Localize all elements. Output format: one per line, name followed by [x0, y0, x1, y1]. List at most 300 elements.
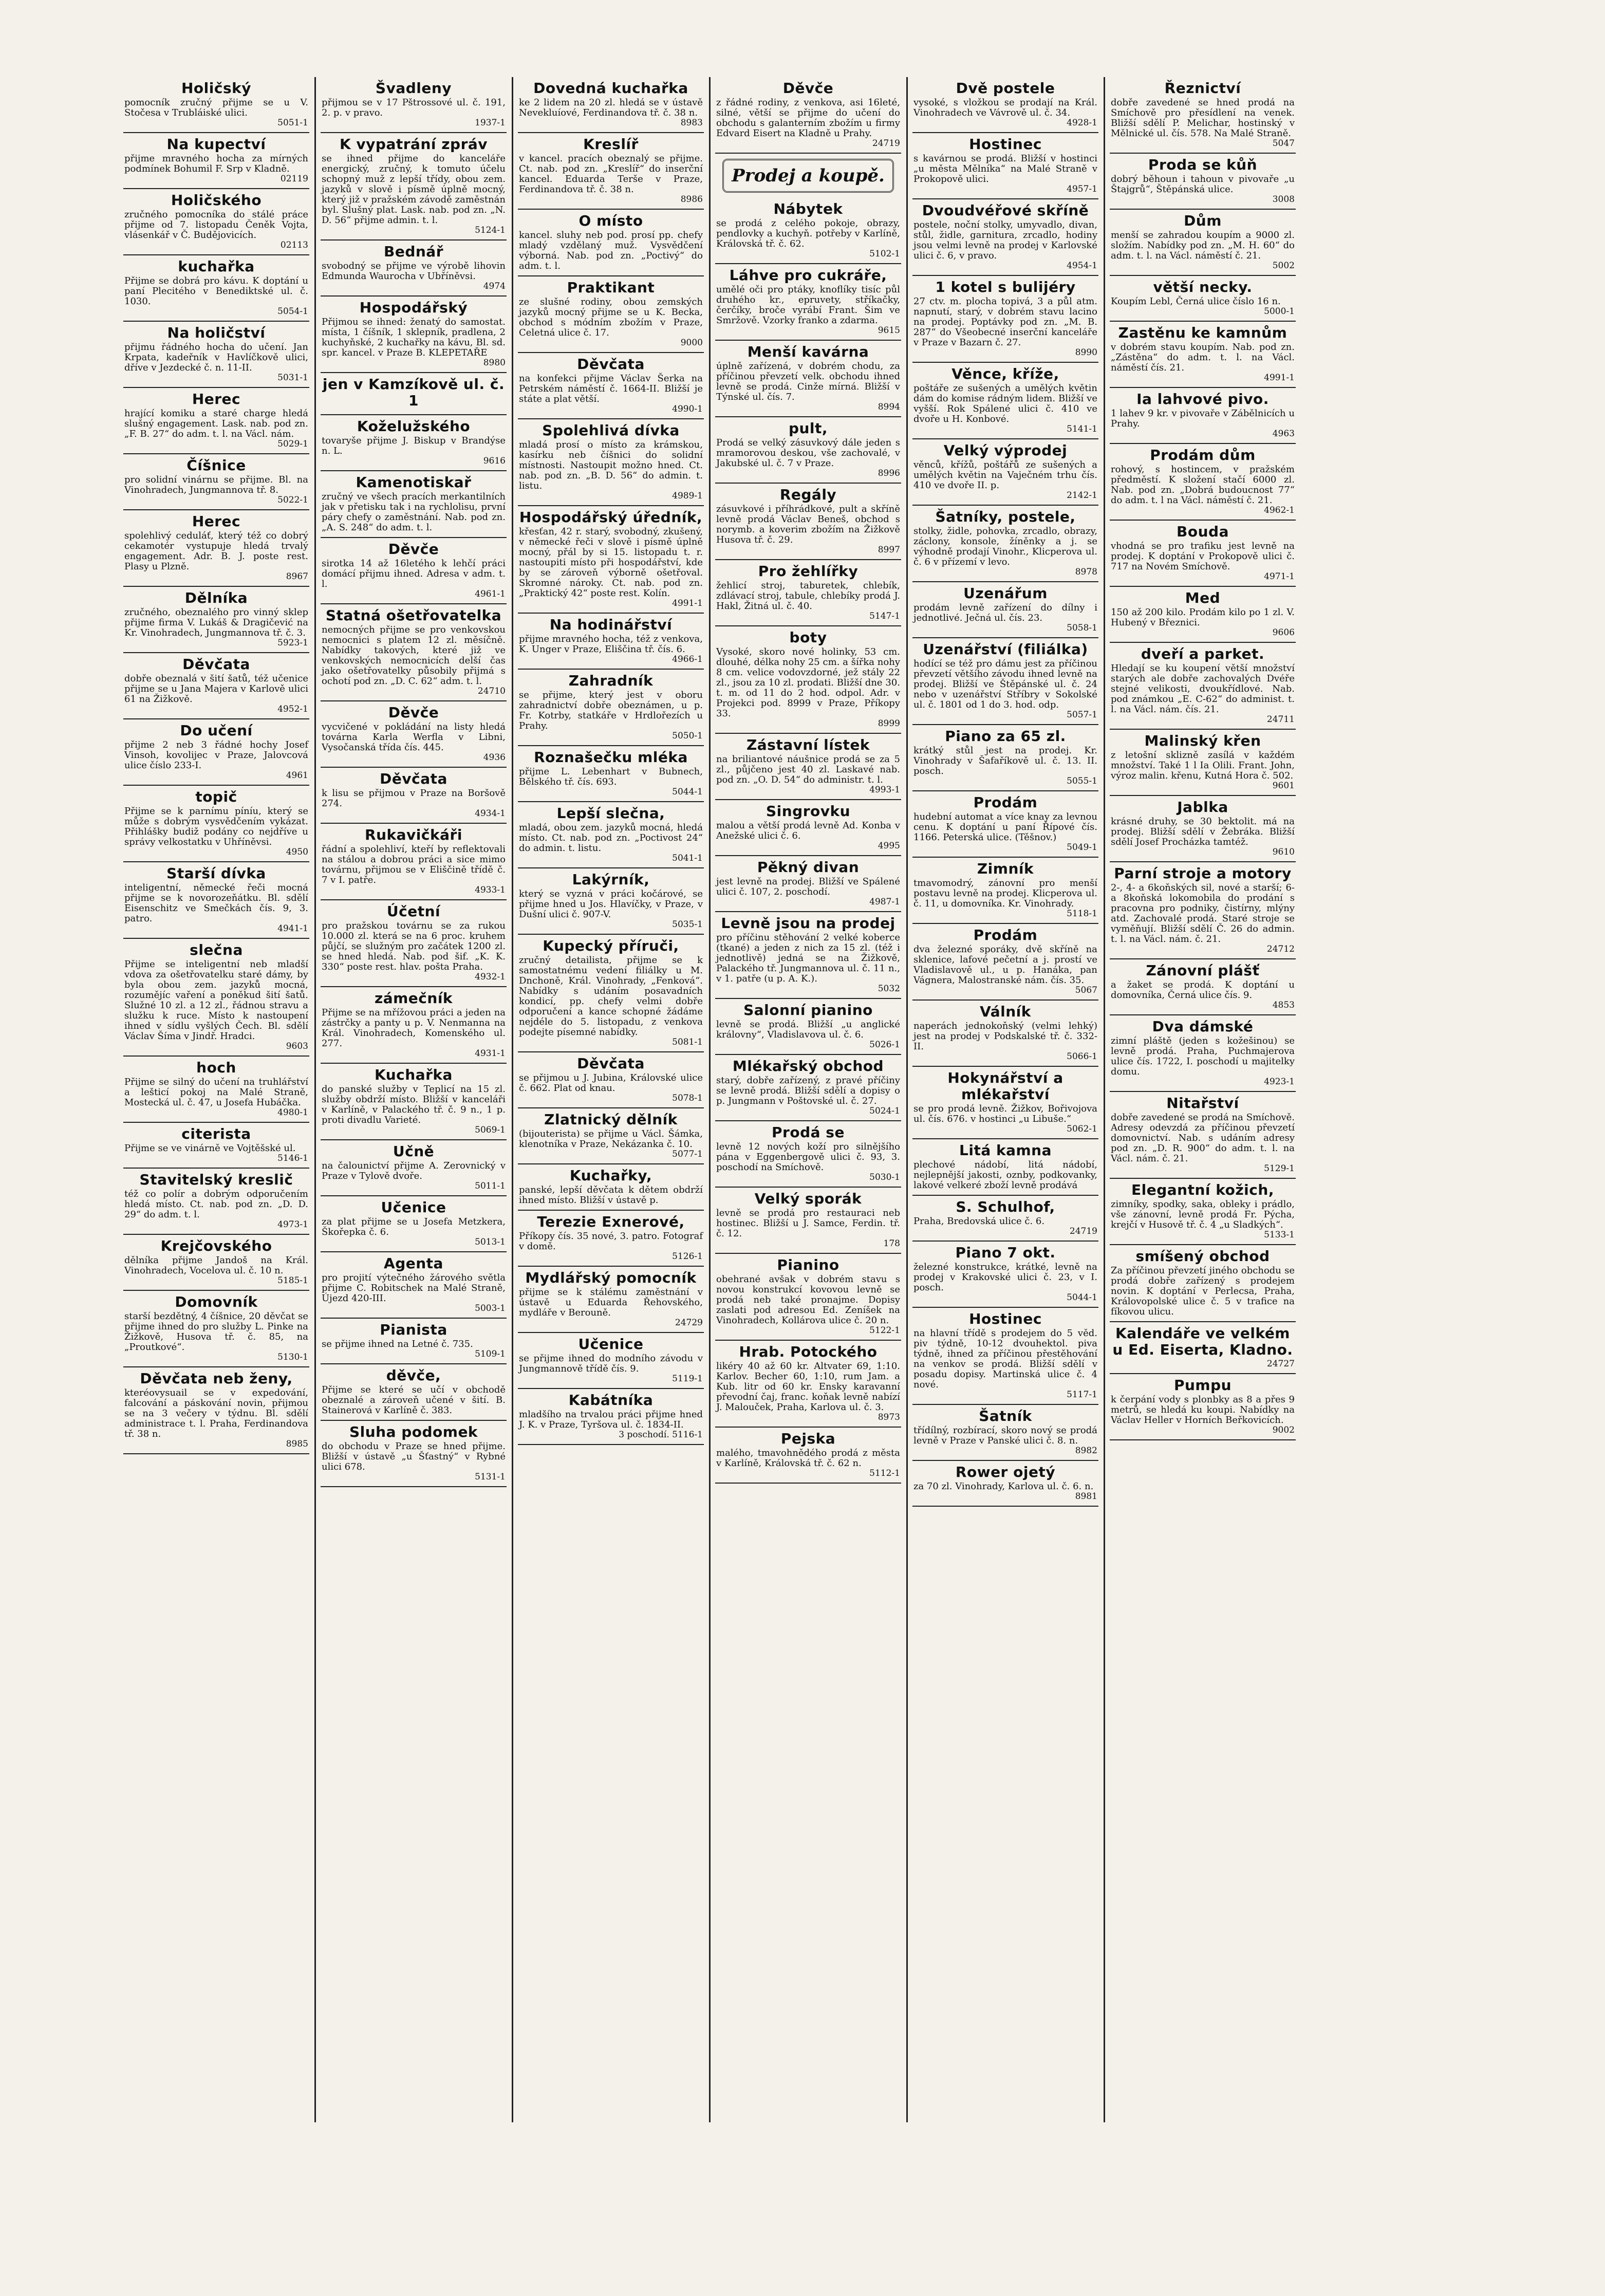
- classified-ad: [123, 1057, 309, 1123]
- classified-ad: [715, 1341, 901, 1428]
- ad-heading: Uzenářství (filiálka): [923, 641, 1088, 658]
- ad-heading: Salonní pianino: [743, 1002, 873, 1019]
- classified-ad: [518, 1052, 704, 1108]
- ad-code: 5118-1: [1067, 909, 1097, 919]
- ad-text: zručného, obeznalého pro vinný sklep přijme firma V. Lukáš & Dragičević na Kr. Vinohradech, Jungmannova tř. č. 3.: [124, 607, 308, 638]
- ad-heading: 1 kotel s bulijéry: [935, 279, 1076, 295]
- classified-ad: [912, 1242, 1098, 1308]
- ad-text: zimníky, spodky, saka, obleky i prádlo, vše zánovní, levně prodá Fr. Pýcha, krejčí v Husově tř. č. 4 „u Sladkých“.: [1111, 1199, 1295, 1230]
- ad-heading: Děvče: [782, 80, 834, 97]
- ad-code: 4934-1: [475, 808, 506, 819]
- ad-code: 5077-1: [672, 1149, 703, 1159]
- ad-text: mladšího na trvalou práci přijme hned J. K. v Praze, Tyršova ul. č. 1834-II.: [519, 1409, 703, 1430]
- ad-heading: Kabátníka: [568, 1392, 654, 1409]
- ad-heading: Kupecký příruči,: [543, 937, 679, 954]
- classified-ad: [123, 133, 309, 189]
- ad-code: 5032: [878, 984, 900, 994]
- ad-text: hodící se též pro dámu jest za příčinou převzetí většího závodu ihned levně na prodej. Bližší ve Štěpánské ul. č. 24 nebo v uzenářství Stříbry v Sokolské ul. č. 1801 od 1 do 3. hod. odp.: [913, 658, 1097, 710]
- ad-heading: Elegantní kožich,: [1131, 1181, 1274, 1198]
- ad-code: 4971-1: [1264, 571, 1295, 582]
- ad-code: 5002: [1272, 261, 1295, 271]
- ad-heading: Pro žehlířky: [758, 563, 859, 580]
- classified-ad: [321, 240, 507, 297]
- ad-heading: Účetní: [386, 903, 441, 920]
- classified-ad: [123, 322, 309, 388]
- ad-code: 24710: [477, 686, 506, 696]
- ad-text: železné konstrukce, krátké, levně na prodej v Krakovské ulici č. 23, v I. posch.: [913, 1262, 1097, 1293]
- ad-text: dobře zavedené se hned prodá na Smíchově pro přesídlení na venek. Bližší sdělí P. Melichar, hostinský v Mělnické ul. čís. 578. Na Malé Straně.: [1111, 97, 1295, 139]
- classified-ad: [912, 1139, 1098, 1196]
- ad-text: k lisu se přijmou v Praze na Boršově 274.: [322, 788, 506, 809]
- ad-text: dobrý běhoun i tahoun v pivovaře „u Štajgrů“, Štěpánská ulice.: [1111, 174, 1295, 195]
- ad-text: likéry 40 až 60 kr. Altvater 69, 1:10. Karlov. Becher 60, 1:10, rum Jam. a Kub. litr od 60 kr. Ensky karavanní převodní čaj, franc. koňak levně nabízí J. Malouček, Praha, Karlova ul. č. 3.: [716, 1361, 900, 1413]
- ad-text: nemocných přijme se pro venkovskou nemocnici s platem 12 zl. měsíčně. Nabídky takových, které již ve venkovských nemocnicích delší čas jako ošetřovatelky působily přijmá s ochotí pod zn. „D. C. 62“ adm. t. l.: [322, 624, 506, 687]
- ad-code: 24719: [1069, 1226, 1097, 1236]
- ad-code: 4966-1: [672, 654, 703, 664]
- classified-ad: [1110, 210, 1296, 276]
- ad-heading: Velký sporák: [754, 1190, 862, 1207]
- ad-text: levně se prodá. Bližší „u anglické královny“, Vladislavova ul. č. 6.: [716, 1019, 900, 1040]
- classified-ad: [1110, 862, 1296, 959]
- ad-heading: Spolehlivá dívka: [542, 422, 680, 439]
- ad-text: s kavárnou se prodá. Bližší v hostinci „u města Mělníka“ na Malé Straně v Prokopově ulici.: [913, 153, 1097, 184]
- ad-code: 24711: [1266, 714, 1295, 725]
- ad-text: tovaryše přijme J. Biskup v Brandýse n. L.: [322, 435, 506, 456]
- ad-heading: Menší kavárna: [747, 343, 869, 360]
- ad-heading: Malinský křen: [1144, 732, 1261, 749]
- ad-text: malou a větší prodá levně Ad. Konba v Anežské ulici č. 6.: [716, 820, 900, 841]
- ad-heading: Děvče: [388, 541, 439, 558]
- classified-ad: [912, 1405, 1098, 1461]
- ad-text: a žaket se prodá. K doptání u domovníka, Černá ulice čís. 9.: [1111, 979, 1295, 1001]
- classified-ad: [321, 1140, 507, 1196]
- classified-ad: [1110, 154, 1296, 210]
- ad-text: malého, tmavohnědého prodá z města v Karlíně, Královská tř. č. 62 n.: [716, 1448, 900, 1469]
- classified-ad: [518, 77, 704, 133]
- classified-ad: [715, 1428, 901, 1484]
- ad-heading: Pianino: [777, 1256, 839, 1273]
- ad-text: jest levně na prodej. Bližší ve Spálené ulici č. 107, 2. poschodí.: [716, 876, 900, 897]
- ad-code: 4963: [1272, 429, 1295, 439]
- ad-text: se přijme ihned na Letné č. 735.: [322, 1339, 473, 1349]
- ad-code: 5055-1: [1067, 776, 1097, 786]
- ad-text: který se vyzná v práci kočárové, se přijme hned u Jos. Hlavíčky, v Praze, v Dušní ulici č. 907-V.: [519, 888, 703, 920]
- ad-text: křesťan, 42 r. starý, svobodný, zkušený, v německé řeči v slově i písmě úplně mocný, přál by si 15. listopadu t. r. nastoupiti místo při hospodářství, kde by se zároveň výborně ošetřoval. Skromné nároky. Ct. nab. pod zn. „Praktický 42“ poste rest. Kolín.: [519, 526, 703, 599]
- ad-text: z letošní sklizně zasílá v každém množství. Také 1 l Ia Olili. Frant. John, výroz malin. křenu, Kutná Hora č. 502.: [1111, 750, 1295, 781]
- ad-text: Příkopy čís. 35 nové, 3. patro. Fotograf v domě.: [519, 1231, 703, 1252]
- ad-heading: Kalendáře ve velkém u Ed. Eiserta, Kladno.: [1112, 1325, 1293, 1358]
- ad-code: 5050-1: [672, 731, 703, 741]
- classified-ad: [715, 1055, 901, 1121]
- ad-text: Prodá se velký zásuvkový dále jeden s mramorovou deskou, vše zachovalé, v Jakubské ul. č. 7 v Praze.: [716, 437, 900, 469]
- ad-text: 2-, 4- a 6koňských sil, nové a starší; 6- a 8koňská lokomobila do prodání s pracovna pro podniky, čistírny, mlýny atd. Zachovalé prodá. Staré stroje se vyměňují. Bližší sdělí Č. 26 do admin. t. l. na Václ. nám. č. 21.: [1111, 882, 1295, 945]
- classified-ad: [715, 1254, 901, 1341]
- classified-ad: [321, 1421, 507, 1487]
- ad-heading: Děvčata: [182, 656, 250, 673]
- ad-text: Přijme se ve vinárně ve Vojtěšské ul.: [124, 1143, 296, 1154]
- ad-heading: topič: [195, 788, 237, 805]
- ad-code: 4936: [483, 752, 506, 763]
- classified-ad: [321, 824, 507, 900]
- ad-heading: Zimník: [977, 860, 1034, 877]
- ad-heading: Sluha podomek: [349, 1423, 478, 1440]
- ad-code: 5051-1: [277, 118, 308, 128]
- classified-ad: [123, 255, 309, 322]
- classified-ad: [715, 198, 901, 264]
- ad-code: 8967: [286, 571, 308, 582]
- column-rule: [314, 77, 316, 2122]
- ad-text: za plat přijme se u Josefa Metzkera, Škořepka č. 6.: [322, 1216, 506, 1237]
- classified-ad: [123, 77, 309, 133]
- column-6: [1110, 77, 1296, 2122]
- ad-code: 8990: [1075, 347, 1097, 358]
- classified-ad: [321, 538, 507, 604]
- ad-text: pro pražskou továrnu se za rukou 10.000 zl. která se na 6 proc. kruhem půjčí, se služným pro začátek 1200 zl. se hned hledá. Nab. pod šif. „K. K. 330“ poste rest. hlav. pošta Praha.: [322, 920, 506, 972]
- classified-ad: [123, 388, 309, 454]
- ad-code: 5057-1: [1067, 710, 1097, 720]
- column-4: [715, 77, 901, 2122]
- classified-ad: [518, 353, 704, 419]
- ad-heading: Pianista: [380, 1321, 447, 1338]
- ad-text: hrající komiku a staré charge hledá slušný engagement. Lask. nab. pod zn. „F. B. 27“ do adm. t. l. na Václ. nám.: [124, 408, 308, 439]
- ad-code: 9606: [1272, 627, 1295, 638]
- classified-ad: [1110, 730, 1296, 796]
- ad-code: 5049-1: [1067, 842, 1097, 853]
- ad-code: 02119: [280, 174, 308, 184]
- ad-code: 5131-1: [475, 1472, 506, 1482]
- ad-heading: Hospodářský: [359, 299, 468, 316]
- ad-text: prodám levně zařízení do dílny i jednotlivé. Ječná ul. čís. 23.: [913, 602, 1097, 623]
- ad-text: tmavomodrý, zánovní pro menší postavu levně na prodej. Klicperova ul. č. 11, u domovníka. Kr. Vinohrady.: [913, 878, 1097, 909]
- classified-ad: [123, 1235, 309, 1291]
- ad-heading: Válník: [980, 1003, 1031, 1020]
- ad-text: pro projití výtečného žárového světla přijme C. Robitschek na Malé Straně, Újezd 420-III.: [322, 1272, 506, 1304]
- ad-code: 5022-1: [277, 495, 308, 505]
- ad-heading: děvče,: [386, 1367, 441, 1384]
- ad-text: 150 až 200 kilo. Prodám kilo po 1 zl. V. Hubený v Březnici.: [1111, 607, 1295, 628]
- ad-heading: větší necky.: [1153, 279, 1253, 295]
- ad-code: 8982: [1075, 1446, 1097, 1456]
- ad-code: 24727: [1266, 1359, 1295, 1369]
- ad-text: zručný detailista, přijme se k samostatnému vedení filiálky u M. Dnchoně, Král. Vinohrady, „Fenková“. Nabídky s udáním posavadních kondicí, pp. chefy velmi dobře odporučení a kance schopné žádáme nejdéle do 5. listopadu, z venkova podejte písemné nabídky.: [519, 955, 703, 1038]
- classified-ad: [321, 1252, 507, 1319]
- ad-code: 9615: [878, 325, 900, 336]
- ad-text: přijme se k stálému zaměstnání v ústavě u Eduarda Řehovského, mydláře v Berouně.: [519, 1287, 703, 1318]
- classified-ad: [912, 1001, 1098, 1067]
- ad-code: 4991-1: [672, 598, 703, 608]
- ad-code: 5141-1: [1067, 424, 1097, 434]
- classified-ad: [123, 510, 309, 587]
- ad-heading: Na holičství: [167, 324, 266, 341]
- ad-code: 9603: [286, 1041, 308, 1051]
- ad-heading: Prodám dům: [1150, 447, 1256, 464]
- classified-ad: [321, 471, 507, 538]
- ad-text: přijmu řádného hocha do učení. Jan Krpata, kadeřník v Havlíčkově ulici, dříve v Jezdecké č. n. 11-II.: [124, 342, 308, 373]
- ad-text: se přijme, který jest v oboru zahradnictví dobře obeznámen, u p. Fr. Kotrby, statkáře v Hrdlořezích u Prahy.: [519, 690, 703, 731]
- ad-code: 5044-1: [672, 787, 703, 797]
- ad-code: 8994: [878, 402, 900, 412]
- classified-ad: [123, 653, 309, 719]
- ad-heading: Dům: [1184, 212, 1222, 229]
- ad-code: 5000-1: [1264, 306, 1295, 317]
- classified-ad: [1110, 1179, 1296, 1245]
- ad-text: se přijmou u J. Jubina, Královské ulice č. 662. Plat od knau.: [519, 1072, 703, 1094]
- ad-heading: Mlékařský obchod: [732, 1058, 884, 1075]
- classified-ad: [321, 1196, 507, 1252]
- ad-heading: Med: [1185, 589, 1221, 606]
- ad-text: třídílný, rozbírací, skoro nový se prodá levně v Praze v Panské ulici č. 8. n.: [913, 1425, 1097, 1446]
- classified-ad: [912, 439, 1098, 506]
- classified-ad: [715, 800, 901, 856]
- ad-heading: Praktikant: [567, 279, 655, 296]
- classified-ad: [1110, 388, 1296, 444]
- ad-code: 5117-1: [1067, 1390, 1097, 1400]
- ad-heading: Starší dívka: [166, 865, 266, 882]
- ad-text: hudební automat a více knay za levnou cenu. K doptání u paní Řípové čís. 1166. Peterská ulice. (Těšnov.): [913, 811, 1097, 843]
- classified-ad: [321, 1319, 507, 1364]
- ad-text: řádní a spolehliví, kteří by reflektovali na stálou a dobrou práci a sice mimo továrnu, přijmou se v Eliščině třídě č. 7 v I. patře.: [322, 844, 506, 885]
- ad-code: 8986: [680, 194, 703, 205]
- ad-text: se pro prodá levně. Žižkov, Bořivojova ul. čís. 676. v hostinci „u Libuše.“: [913, 1103, 1097, 1124]
- classified-ad: [1110, 1092, 1296, 1179]
- ad-code: 24719: [872, 138, 900, 149]
- ad-heading: Hostinec: [969, 1310, 1042, 1327]
- ad-heading: Učenice: [381, 1199, 446, 1216]
- ad-code: 3 poschodí. 5116-1: [619, 1430, 703, 1440]
- ad-heading: boty: [789, 629, 827, 646]
- ad-text: ke 2 lidem na 20 zl. hledá se v ústavě Nevekluíové, Ferdinandova tř. č. 38 n.: [519, 97, 703, 118]
- classified-ad: [715, 1188, 901, 1254]
- ad-heading: Hospodářský úředník,: [519, 509, 703, 526]
- classified-ad: [321, 604, 507, 701]
- ad-heading: Herec: [192, 391, 241, 408]
- ad-heading: Jablka: [1177, 799, 1228, 816]
- classified-ad: [518, 935, 704, 1052]
- ad-heading: Proda se kůň: [1148, 156, 1258, 173]
- ad-text: obehrané avšak v dobrém stavu s novou konstrukcí kovovou levně se prodá neb také pronajme. Dopisy zaslati pod adresou Ed. Zeníšek na Vinohradech, Kollárova ulice č. 20 n.: [716, 1274, 900, 1326]
- classified-ad: [518, 614, 704, 670]
- ad-text: kancel. sluhy neb pod. prosí pp. chefy mladý vzdělaný muž. Vysvědčení výborná. Nab. pod zn. „Poctivý“ do adm. t. l.: [519, 230, 703, 271]
- ad-code: 02113: [280, 240, 308, 250]
- ad-text: dobře obeznalá v šití šatů, též učenice přijme se u Jana Majera v Karlově ulici 61 na Žižkově.: [124, 673, 308, 705]
- ad-code: 5146-1: [277, 1153, 308, 1163]
- classified-ad: [518, 868, 704, 935]
- ad-text: zimní pláště (jeden s kožešinou) se levně prodá. Praha, Puchmajerova ulice čís. 1722, I. poschodí u majitelky domu.: [1111, 1035, 1295, 1077]
- ad-code: 2142-1: [1067, 490, 1097, 501]
- ad-code: 4933-1: [475, 885, 506, 895]
- ad-code: 4931-1: [475, 1048, 506, 1059]
- ad-text: úplně zařízená, v dobrém chodu, za příčinou převzetí velk. obchodu ihned levně se prodá. Cinže mírná. Bližší v Týnské ul. čís. 7.: [716, 361, 900, 402]
- ad-text: zručný ve všech pracích merkantilních jak v přetisku tak i na rychlolisu, první páry chefy o zaměstnání. Nab. pod zn. „A. S. 248“ do adm. t. l.: [322, 491, 506, 533]
- ad-text: Přijme se inteligentní neb mladší vdova za ošetřovatelku staré dámy, by byla obou zem. jazyků mocná, rozumějíc vaření a poněkud šití šatů. Služné 10 zl. a 12 zl., řádnou stravu a služku k ruce. Místo k nastoupení ihned v sídlu vyšlých Čech. Bl. sdělí Václav Šíma v Jindř. Hradci.: [124, 959, 308, 1042]
- ad-text: krátký stůl jest na prodej. Kr. Vinohrady v Šafaříkově ul. č. 13. II. posch.: [913, 745, 1097, 776]
- classified-ad: [123, 1169, 309, 1235]
- ad-heading: Levně jsou na prodej: [721, 915, 895, 932]
- ad-heading: Zahradník: [568, 672, 654, 689]
- classified-ad: [715, 417, 901, 484]
- classified-ad: [715, 626, 901, 734]
- ad-code: 5126-1: [672, 1251, 703, 1262]
- ad-code: 5058-1: [1067, 623, 1097, 633]
- ad-text: se přijme ihned do modního závodu v Jungmannově třídě čís. 9.: [519, 1353, 703, 1374]
- ad-heading: kuchařka: [178, 258, 255, 275]
- ad-heading: Terezie Exnerové,: [537, 1213, 685, 1230]
- classified-ad: [321, 768, 507, 824]
- ad-code: 4987-1: [869, 897, 900, 907]
- classified-ad: [912, 363, 1098, 439]
- ad-heading: Učně: [393, 1143, 435, 1160]
- ad-text: Přijme se dobrá pro kávu. K doptání u paní Plecitého v Benediktské ul. č. 1030.: [124, 275, 308, 307]
- classified-ad: [912, 77, 1098, 133]
- ad-code: 5035-1: [672, 919, 703, 930]
- ad-text: (bijouterista) se přijme u Václ. Šámka, klenotníka v Praze, Nekázanka č. 10.: [519, 1128, 703, 1150]
- ad-heading: Prodá se: [772, 1124, 845, 1141]
- newspaper-page: [123, 77, 1500, 2163]
- ad-heading: Dva dámské: [1152, 1018, 1254, 1035]
- ad-code: 5081-1: [672, 1037, 703, 1047]
- ad-code: 5124-1: [475, 225, 506, 235]
- classified-ad: [518, 419, 704, 506]
- ad-text: Přijmou se ihned: ženatý do samostat. místa, 1 číšník, 1 sklepník, pradlena, 2 kuchyňské, 2 kuchařky na kávu, Bl. sd. spr. kancel. v Praze B. KLEPETAŘE: [322, 317, 506, 358]
- ad-heading: Na hodinářství: [549, 616, 673, 633]
- classified-ad: [912, 638, 1098, 725]
- ad-heading: Krejčovského: [160, 1237, 272, 1254]
- ad-heading: Bouda: [1177, 523, 1229, 540]
- ad-text: dělníka přijme Jandoš na Král. Vinohradech, Vocelova ul. č. 10 n.: [124, 1255, 308, 1276]
- ad-heading: Švadleny: [375, 80, 452, 97]
- ad-code: 1937-1: [475, 118, 506, 128]
- ad-code: 5067: [1075, 985, 1097, 995]
- ad-heading: K vypatrání zpráv: [339, 136, 488, 153]
- ad-text: věnců, křížů, poštářů ze sušených a umělých květin na Vaječném trhu čís. 410 ve dvoře II. p.: [913, 459, 1097, 491]
- classified-ad: [123, 189, 309, 255]
- classified-ad: [1110, 959, 1296, 1015]
- ad-code: 5030-1: [869, 1172, 900, 1182]
- ad-heading: Zastěnu ke kamnům: [1118, 324, 1287, 341]
- classified-ad: [1110, 444, 1296, 521]
- ad-heading: Nitařství: [1166, 1095, 1239, 1112]
- ad-code: 9610: [1272, 847, 1295, 857]
- ad-heading: Děvče: [388, 704, 439, 721]
- classified-ad: [912, 1308, 1098, 1405]
- ad-heading: Singrovku: [766, 803, 851, 820]
- ad-text: panské, lepší děvčata k dětem obdrží ihned místo. Bližší v ústavě p.: [519, 1184, 703, 1206]
- classified-ad: [518, 1108, 704, 1164]
- ad-heading: Herec: [192, 513, 241, 530]
- ad-heading: Dělníka: [184, 589, 248, 606]
- classified-ad: [912, 276, 1098, 363]
- ad-code: 4950: [286, 847, 308, 857]
- classified-ad: [912, 725, 1098, 791]
- ad-text: z řádné rodiny, z venkova, asi 16leté, silné, větší se přijme do učení do obchodu s galanterním zbožím u firmy Edvard Eisert na Kladně u Prahy.: [716, 97, 900, 139]
- ad-text: naperách jednokoňský (velmi lehký) jest na prodej v Podskalské tř. č. 332-II.: [913, 1021, 1097, 1052]
- classified-ad: [715, 264, 901, 341]
- ad-heading: Mydlářský pomocník: [525, 1269, 697, 1286]
- ad-code: 4853: [1272, 1000, 1295, 1010]
- ad-code: 5054-1: [277, 306, 308, 317]
- classified-ad: [123, 1367, 309, 1454]
- ad-heading: Piano za 65 zl.: [945, 728, 1066, 745]
- classified-ad: [715, 1121, 901, 1188]
- ad-heading: hoch: [196, 1059, 236, 1076]
- ad-heading: Řeznictví: [1164, 80, 1241, 97]
- ad-heading: Agenta: [384, 1255, 443, 1272]
- ad-code: 4954-1: [1067, 261, 1097, 271]
- ad-code: 4995: [878, 841, 900, 851]
- ad-code: 24729: [675, 1318, 703, 1328]
- ad-code: 4923-1: [1264, 1077, 1295, 1087]
- ad-code: 5044-1: [1067, 1292, 1097, 1303]
- ad-heading: Věnce, kříže,: [951, 365, 1059, 382]
- ad-code: 5041-1: [672, 853, 703, 863]
- ad-code: 5129-1: [1264, 1163, 1295, 1174]
- classified-ad: [912, 582, 1098, 638]
- classified-ad: [912, 506, 1098, 582]
- ad-code: 5013-1: [475, 1237, 506, 1247]
- classified-ad: [1110, 521, 1296, 587]
- ad-code: 5003-1: [475, 1303, 506, 1313]
- ad-text: Přijme se na mřížovou práci a jeden na zástrčky a panty u p. V. Nenmanna na Král. Vinohradech, Komenského ul. 277.: [322, 1007, 506, 1049]
- ad-heading: Šatníky, postele,: [935, 508, 1076, 525]
- ad-text: levně 12 nových koží pro silnějšího pána v Eggenbergově ulici č. 93, 3. poschodí na Smíchově.: [716, 1141, 900, 1173]
- ad-text: zásuvkové i příhrádkové, pult a skříně levně prodá Václav Beneš, obchod s norymb. a koverim zbožím na Žižkově Husova tř. č. 29.: [716, 504, 900, 545]
- ad-code: 8981: [1075, 1491, 1097, 1502]
- ad-text: Koupím Lebl, Černá ulice číslo 16 n.: [1111, 296, 1281, 307]
- ad-code: 8973: [878, 1412, 900, 1422]
- ad-text: krásné druhy, se 30 bektolit. má na prodej. Bližší sdělí v Žebráka. Bližší sdělí Josef Procházka tamtéž.: [1111, 816, 1295, 847]
- ad-text: pomocník zručný přijme se u V. Stočesa v Trubláiské ulici.: [124, 97, 308, 118]
- ad-text: Přijme se k parnímu píníu, který se může s dobrým vysvědčením vykázat. Přihlášky budiž podány co nejdříve u správy velkostatku v Uhříněvsi.: [124, 806, 308, 847]
- classified-ad: [321, 900, 507, 987]
- ad-text: též co polír a dobrým odporučením hledá místo. Ct. nab. pod zn. „D. D. 29“ do adm. t. l.: [124, 1189, 308, 1220]
- ad-text: na hlavní třídě s prodejem do 5 věd. piv týdně, 10-12 dvouhektol. piva týdně, ihned za příčinou přestěhování na venkov se prodá. Bližší sdělí v posadu dopisy. Martinská ulice č. 4 nové.: [913, 1328, 1097, 1390]
- ad-code: 5069-1: [475, 1125, 506, 1135]
- ad-text: mladá, obou zem. jazyků mocná, hledá místo. Ct. nab. pod zn. „Poctivost 24“ do admin. t. listu.: [519, 822, 703, 854]
- ad-text: přijme 2 neb 3 řádné hochy Josef Vinsoh, kovolijec v Praze, Jalovcová ulice číslo 233-I.: [124, 739, 308, 771]
- ad-code: 5133-1: [1264, 1230, 1295, 1240]
- ad-heading: Do učení: [180, 722, 253, 739]
- ad-text: zručného pomocníka do stálé práce přijme od 7. listopadu Čeněk Vojta, vlásenkář v Č. Budějovicích.: [124, 209, 308, 240]
- ad-code: 5185-1: [277, 1275, 308, 1286]
- ad-code: 5026-1: [869, 1040, 900, 1050]
- ad-text: stolky, židle, pohovka, zrcadlo, obrazy, záclony, konsole, žíněnky a j. se výhodně prodají Vinohr., Klicperova ul. č. 6 v přízemí v levo.: [913, 526, 1097, 567]
- classified-ad: [321, 987, 507, 1064]
- classified-ad: [715, 560, 901, 626]
- ad-code: 5130-1: [277, 1352, 308, 1362]
- classified-ad: [518, 802, 704, 868]
- classified-ad: [1110, 643, 1296, 730]
- ad-heading: Hokynářství a mlékařství: [947, 1069, 1063, 1103]
- ad-text: inteligentní, německé řeči mocná přijme se k novorozeňátku. Bl. sdělí Eisenschitz ve Smečkách čís. 9, 3. patro.: [124, 882, 308, 924]
- classified-ad: [518, 1211, 704, 1267]
- classified-ad: [715, 341, 901, 417]
- classified-ad: [518, 670, 704, 746]
- ad-text: ze slušné rodiny, obou zemských jazyků mocný přijme se u K. Becka, obchod s módním zbožím v Praze, Celetná ulice č. 17.: [519, 297, 703, 338]
- ad-heading: Rukavičkáři: [365, 826, 462, 843]
- classified-ad: [321, 701, 507, 768]
- classified-ad: [123, 939, 309, 1057]
- ad-code: 5011-1: [475, 1181, 506, 1191]
- ad-heading: Stavitelský kreslič: [139, 1171, 293, 1188]
- ad-code: 4961-1: [475, 589, 506, 599]
- classified-ad: [715, 734, 901, 800]
- classified-ad: [1110, 1374, 1296, 1440]
- classified-ad: [518, 746, 704, 802]
- ad-heading: zámečník: [374, 990, 453, 1007]
- ad-text: Praha, Bredovská ulice č. 6.: [913, 1216, 1045, 1227]
- classified-ad: [321, 297, 507, 373]
- ad-heading: Parní stroje a motory: [1114, 865, 1292, 882]
